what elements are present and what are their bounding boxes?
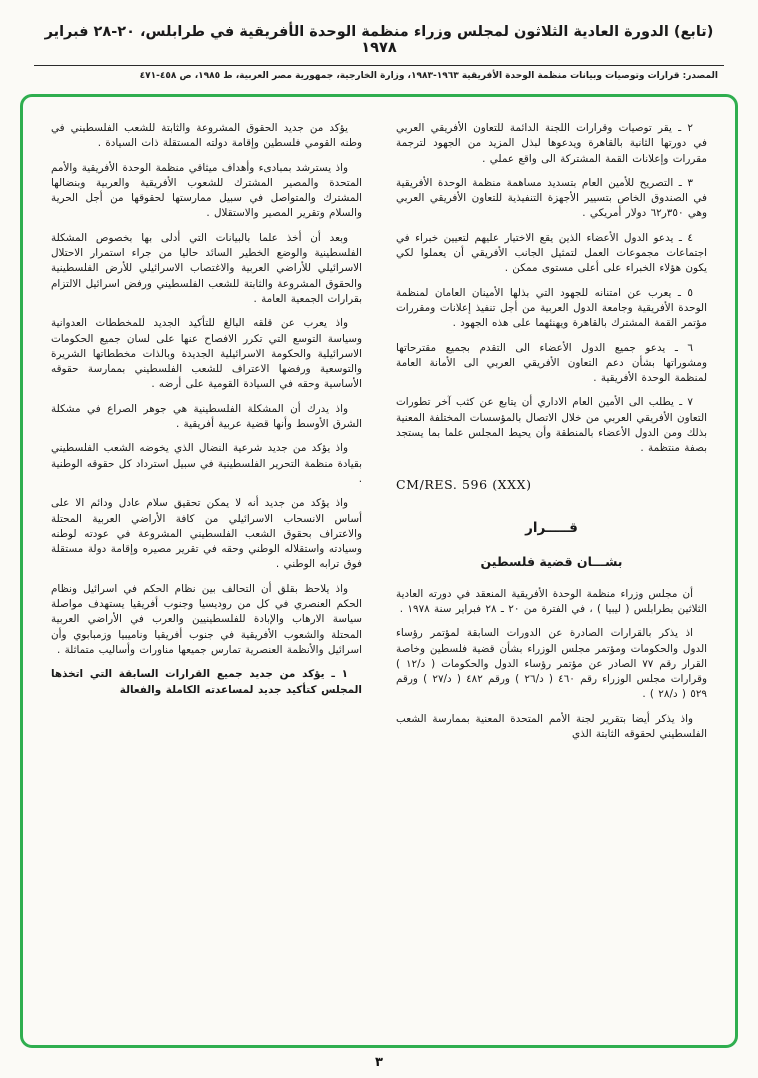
paragraph: ٥ ـ يعرب عن امتنانه للجهود التي بذلها الأمينان العامان لمنظمة الوحدة الأفريقية وجامعة الدول العربية من أجل تنفيذ إعلانات ومقررات مؤتمر القمة المشترك بالقاهرة ويهنئهما على هذه الجهود . <box>396 286 707 330</box>
right-column-top-paragraphs <box>396 121 707 457</box>
header-divider <box>34 65 724 66</box>
two-column-layout <box>51 121 707 1027</box>
paragraph: واذ يعرب عن قلقه البالغ للتأكيد الجديد للمخططات العدوانية وسياسة التوسع التي تكرر الافصاح عنها على لسان جميع الحكومات الاسرائيلية والحكومة الاسرائيلية الجديدة وبالذات مخططاتها الشريرة والتوسعية ورفضها الاعتراف للشعب الفلسطيني بممارسة حقوقه الأساسية وحقه في السيادة القومية على أرضه . <box>51 317 362 391</box>
paragraph: واذ يلاحظ بقلق أن التحالف بين نظام الحكم في اسرائيل ونظام الحكم العنصري في كل من روديسيا وجنوب أفريقيا يستهدف مواصلة سياسة الارهاب والإبادة للفلسطينيين والعرب في الأراضي العربية المحتلة والشعوب الأفريقية في جنوب أفريقيا وناميبيا وزمبابوي وأن اسرائيل والأنظمة العنصرية تمارس جميعها مناورات وأساليب متماثلة . <box>51 582 362 656</box>
paragraph: ١ ـ يؤكد من جديد جميع القرارات السابقة التي اتخذها المجلس كتأكيد جديد لمساعدته الكاملة والفعالة <box>51 668 362 696</box>
paragraph: واذ يؤكد من جديد شرعية النضال الذي يخوضه الشعب الفلسطيني بقيادة منظمة التحرير الفلسطينية في سبيل استرداد كل حقوقه الوطنية . <box>51 442 362 485</box>
paragraph: واذ يؤكد من جديد أنه لا يمكن تحقيق سلام عادل ودائم الا على أساس الانسحاب الاسرائيلي من كافة الأراضي العربية المحتلة والاعتراف بحقوق الشعب الفلسطيني المشروعة في عودته لوطنه وسيادته واستقلاله الوطني وحقه في تقرير مصيره وإقامة دولة مستقلة فوق ترابه الوطني . <box>51 497 362 571</box>
paragraph: أن مجلس وزراء منظمة الوحدة الأفريقية المنعقد في دورته العادية الثلاثين بطرابلس ( ليبيا ) ، في الفترة من ٢٠ ـ ٢٨ فبراير سنة ١٩٧٨ . <box>396 587 707 615</box>
page-title: (تابع) الدورة العادية الثلاثون لمجلس وزراء منظمة الوحدة الأفريقية في طرابلس، ٢٠-٢٨ فبراير ١٩٧٨ <box>44 24 714 56</box>
paragraph: واذ يسترشد بمبادىء وأهداف ميثاقي منظمة الوحدة الأفريقية والأمم المتحدة والمصير المشترك للشعوب الأفريقية والعربية وبنضالها المشترك والمتواصل في سبيل ممارستها لحقوقها من أجل الحرية والسلام وتقرير المصير والاستقلال . <box>51 161 362 220</box>
paragraph: واذ يدرك أن المشكلة الفلسطينية هي جوهر الصراع في مشكلة الشرق الأوسط وأنها قضية عربية أفريقية . <box>51 402 362 431</box>
right-column <box>396 121 707 1027</box>
paragraph: ٤ ـ يدعو الدول الأعضاء الذين يقع الاختيار عليهم لتعيين خبراء في اجتماعات مجموعات العمل لتمثيل الجانب الأفريقي أن يعملوا لكي يكون هؤلاء الخبراء على أعلى مستوى ممكن . <box>396 231 707 275</box>
left-column-paragraphs <box>51 121 362 698</box>
paragraph: ٦ ـ يدعو جميع الدول الأعضاء الى التقدم بجميع مقترحاتها ومشوراتها بشأن دعم التعاون الأفريقي العربي الى الأمانة العامة لمنظمة الوحدة الأفريقية . <box>396 341 707 385</box>
paragraph: ٧ ـ يطلب الى الأمين العام الاداري أن يتابع عن كثب آخر تطورات التعاون الأفريقي العربي من خلال الاتصال بالمؤسسات المختلفة المعنية بذلك ومن الدول الأعضاء بالمنطقة وأن يحيط المجلس علما بما يستجد بصفة منتظمة . <box>396 396 707 455</box>
paragraph: وبعد أن أخذ علما بالبيانات التي أدلى بها بخصوص المشكلة الفلسطينية والوضع الخطير السائد حاليا من جراء استمرار الاحتلال الاسرائيلي للأراضي العربية والاغتصاب الاسرائيلي للأرض الفلسطينية والحقوق المشروعة والثابتة للشعب الفلسطيني ورفض اسرائيل الالتزام بقرارات الجمعية العامة . <box>51 231 362 305</box>
source-citation: المصدر: قرارات وتوصيات وبيانات منظمة الوحدة الأفريقية ١٩٦٣-١٩٨٣، وزارة الخارجية، جمهورية مصر العربية، ط ١٩٨٥، ص ٤٥٨-٤٧١ <box>139 71 718 81</box>
resolution-reference: CM/RES. 596 (XXX) <box>396 476 532 492</box>
paragraph: اذ يذكر بالقرارات الصادرة عن الدورات السابقة لمؤتمر رؤساء الدول والحكومات ومؤتمر مجلس الوزراء بشأن قضية فلسطين وخاصة القرار رقم ٧٧ الصادر عن مؤتمر رؤساء الدول والحكومات ( د/١٢ ) وقرارات مجلس الوزراء رقم ٤٦٠ ( د/٢٦ ) ورقم ٤٨٢ ( د/٢٧ ) ورقم ٥٢٩ ( د/٢٨ ) . <box>396 627 707 701</box>
resolution-title: قـــــرار <box>525 519 578 536</box>
document-header <box>0 0 758 81</box>
page-number: ٣ <box>375 1055 383 1070</box>
right-column-bottom-paragraphs <box>396 587 707 743</box>
paragraph: ٣ ـ التصريح للأمين العام بتسديد مساهمة منظمة الوحدة الأفريقية في الصندوق الخاص بتسيير الأجهزة التنفيذية للتعاون الأفريقي العربي وهي ٣٥٠ر٦٢ دولار أمريكي . <box>396 176 707 220</box>
content-frame <box>20 94 738 1048</box>
paragraph: ٢ ـ يقر توصيات وقرارات اللجنة الدائمة للتعاون الأفريقي العربي في دورتها الثانية بالقاهرة ويدعوها لبذل المزيد من الجهود لترجمة مقررات وإعلانات القمة المشتركة الى واقع عملي . <box>396 122 707 165</box>
paragraph: يؤكد من جديد الحقوق المشروعة والثابتة للشعب الفلسطيني في وطنه القومي فلسطين وإقامة دولته المستقلة ذات السيادة . <box>51 122 362 150</box>
resolution-subtitle: بشـــان قضية فلسطين <box>480 553 623 569</box>
left-column <box>51 121 362 1027</box>
paragraph: واذ يذكر أيضا بتقرير لجنة الأمم المتحدة المعنية بممارسة الشعب الفلسطيني لحقوقه الثابتة الذي <box>396 712 707 741</box>
